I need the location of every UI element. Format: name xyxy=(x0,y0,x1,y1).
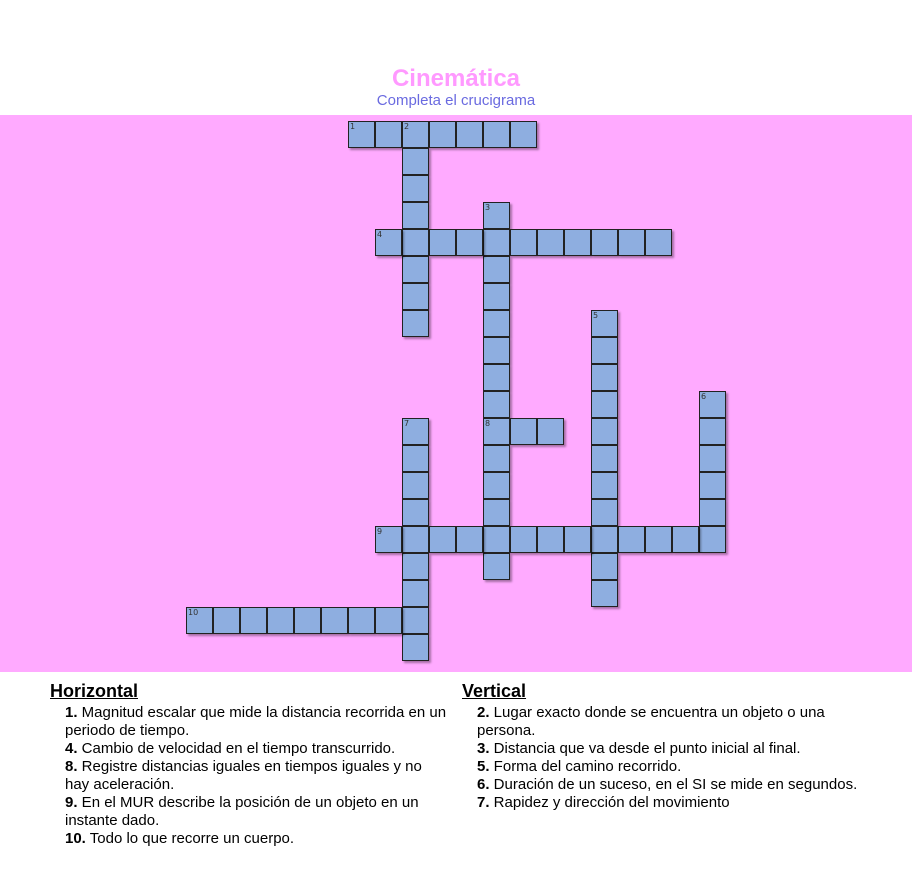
crossword-cell[interactable] xyxy=(375,121,402,148)
crossword-cell[interactable] xyxy=(483,229,510,256)
clue-item-number: 1. xyxy=(65,704,78,721)
horizontal-heading: Horizontal xyxy=(50,681,138,701)
crossword-cell[interactable] xyxy=(240,607,267,634)
page-title: Cinemática xyxy=(391,65,521,92)
clue-item-number: 3. xyxy=(477,740,490,757)
crossword-cell[interactable] xyxy=(564,526,591,553)
crossword-cell[interactable] xyxy=(348,607,375,634)
crossword-cell[interactable] xyxy=(375,229,402,256)
crossword-cell[interactable] xyxy=(402,229,429,256)
crossword-cell[interactable] xyxy=(348,121,375,148)
crossword-cell[interactable] xyxy=(699,472,726,499)
crossword-cell[interactable] xyxy=(321,607,348,634)
clue-number: 10 xyxy=(188,608,199,617)
clue-item-text: Cambio de velocidad en el tiempo transcurrido. xyxy=(77,740,396,757)
crossword-cell[interactable] xyxy=(483,391,510,418)
clue-number: 8 xyxy=(485,419,491,428)
clue-item-number: 2. xyxy=(477,704,490,721)
crossword-cell[interactable] xyxy=(591,445,618,472)
clue-item xyxy=(477,794,862,812)
crossword-cell[interactable] xyxy=(510,418,537,445)
clue-item xyxy=(477,776,862,794)
crossword-cell[interactable] xyxy=(294,607,321,634)
clue-number: 6 xyxy=(701,392,707,401)
crossword-cell[interactable] xyxy=(402,445,429,472)
crossword-cell[interactable] xyxy=(591,418,618,445)
crossword-cell[interactable] xyxy=(456,121,483,148)
clue-item xyxy=(65,830,450,848)
crossword-cell[interactable] xyxy=(402,499,429,526)
clue-item-number: 7. xyxy=(477,794,490,811)
clue-number: 1 xyxy=(350,122,356,131)
clue-item-text: En el MUR describe la posición de un objeto en un instante dado. xyxy=(65,794,419,829)
clue-item xyxy=(477,740,862,758)
crossword-cell[interactable] xyxy=(456,526,483,553)
crossword-cell[interactable] xyxy=(699,445,726,472)
crossword-cell[interactable] xyxy=(591,337,618,364)
crossword-cell[interactable] xyxy=(591,391,618,418)
crossword-cell[interactable] xyxy=(699,499,726,526)
vertical-clues xyxy=(462,680,862,812)
crossword-cell[interactable] xyxy=(483,121,510,148)
crossword-cell[interactable] xyxy=(483,283,510,310)
crossword-cell[interactable] xyxy=(402,175,429,202)
crossword-cell[interactable] xyxy=(402,310,429,337)
clue-item-text: Registre distancias iguales en tiempos iguales y no hay aceleración. xyxy=(65,758,422,793)
crossword-cell[interactable] xyxy=(591,364,618,391)
crossword-cell[interactable] xyxy=(699,391,726,418)
crossword-cell[interactable] xyxy=(483,202,510,229)
crossword-cell[interactable] xyxy=(429,229,456,256)
clue-item-number: 4. xyxy=(65,740,78,757)
crossword-cell[interactable] xyxy=(483,472,510,499)
crossword-cell[interactable] xyxy=(645,229,672,256)
crossword-cell[interactable] xyxy=(483,337,510,364)
clue-number: 7 xyxy=(404,419,410,428)
crossword-cell[interactable] xyxy=(537,229,564,256)
clue-item xyxy=(65,758,450,794)
clue-item xyxy=(65,704,450,740)
crossword-cell[interactable] xyxy=(510,229,537,256)
crossword-cell[interactable] xyxy=(429,121,456,148)
crossword-cell[interactable] xyxy=(402,553,429,580)
crossword-board xyxy=(0,115,912,672)
crossword-cell[interactable] xyxy=(699,418,726,445)
clue-item-number: 9. xyxy=(65,794,78,811)
crossword-cell[interactable] xyxy=(591,310,618,337)
clue-item-text: Magnitud escalar que mide la distancia recorrida en un periodo de tiempo. xyxy=(65,704,447,739)
clue-item-number: 6. xyxy=(477,776,490,793)
clue-item xyxy=(65,740,450,758)
crossword-cell[interactable] xyxy=(402,580,429,607)
crossword-cell[interactable] xyxy=(672,526,699,553)
crossword-cell[interactable] xyxy=(375,526,402,553)
crossword-cell[interactable] xyxy=(402,634,429,661)
crossword-cell[interactable] xyxy=(483,445,510,472)
clue-item-text: Todo lo que recorre un cuerpo. xyxy=(85,830,295,847)
crossword-cell[interactable] xyxy=(618,229,645,256)
crossword-cell[interactable] xyxy=(402,121,429,148)
crossword-cell[interactable] xyxy=(483,256,510,283)
clue-item-text: Lugar exacto donde se encuentra un objeto o una persona. xyxy=(477,704,825,739)
crossword-cell[interactable] xyxy=(483,364,510,391)
crossword-cell[interactable] xyxy=(537,418,564,445)
crossword-cell[interactable] xyxy=(510,526,537,553)
crossword-cell[interactable] xyxy=(483,499,510,526)
crossword-cell[interactable] xyxy=(591,499,618,526)
crossword-cell[interactable] xyxy=(591,526,618,553)
clue-item-text: Duración de un suceso, en el SI se mide en segundos. xyxy=(489,776,858,793)
crossword-cell[interactable] xyxy=(402,256,429,283)
clue-item-text: Rapidez y dirección del movimiento xyxy=(489,794,730,811)
clue-number: 5 xyxy=(593,311,599,320)
crossword-cell[interactable] xyxy=(699,526,726,553)
clue-item xyxy=(65,794,450,830)
crossword-cell[interactable] xyxy=(564,229,591,256)
clue-number: 2 xyxy=(404,122,410,131)
crossword-cell[interactable] xyxy=(402,202,429,229)
crossword-cell[interactable] xyxy=(402,526,429,553)
clue-item-number: 8. xyxy=(65,758,78,775)
crossword-cell[interactable] xyxy=(402,472,429,499)
horizontal-clues xyxy=(50,680,450,848)
clue-item-number: 10. xyxy=(65,830,86,847)
crossword-cell[interactable] xyxy=(402,283,429,310)
crossword-cell[interactable] xyxy=(456,229,483,256)
clue-item-number: 5. xyxy=(477,758,490,775)
clue-item xyxy=(477,704,862,740)
clue-number: 4 xyxy=(377,230,383,239)
page-subtitle: Completa el crucigrama xyxy=(376,92,536,109)
clue-item-text: Forma del camino recorrido. xyxy=(489,758,682,775)
crossword-cell[interactable] xyxy=(267,607,294,634)
clue-number: 9 xyxy=(377,527,383,536)
crossword-cell[interactable] xyxy=(618,526,645,553)
clue-number: 3 xyxy=(485,203,491,212)
crossword-cell[interactable] xyxy=(402,418,429,445)
crossword-cell[interactable] xyxy=(429,526,456,553)
clue-item xyxy=(477,758,862,776)
crossword-cell[interactable] xyxy=(213,607,240,634)
crossword-cell[interactable] xyxy=(591,472,618,499)
crossword-cell[interactable] xyxy=(186,607,213,634)
crossword-cell[interactable] xyxy=(483,526,510,553)
crossword-cell[interactable] xyxy=(483,310,510,337)
crossword-cell[interactable] xyxy=(510,121,537,148)
crossword-cell[interactable] xyxy=(483,553,510,580)
vertical-heading: Vertical xyxy=(462,681,527,701)
crossword-cell[interactable] xyxy=(402,607,429,634)
clue-item-text: Distancia que va desde el punto inicial al final. xyxy=(489,740,801,757)
crossword-cell[interactable] xyxy=(483,418,510,445)
crossword-cell[interactable] xyxy=(375,607,402,634)
crossword-cell[interactable] xyxy=(591,553,618,580)
crossword-cell[interactable] xyxy=(591,229,618,256)
crossword-cell[interactable] xyxy=(591,580,618,607)
crossword-cell[interactable] xyxy=(402,148,429,175)
crossword-cell[interactable] xyxy=(645,526,672,553)
crossword-cell[interactable] xyxy=(537,526,564,553)
